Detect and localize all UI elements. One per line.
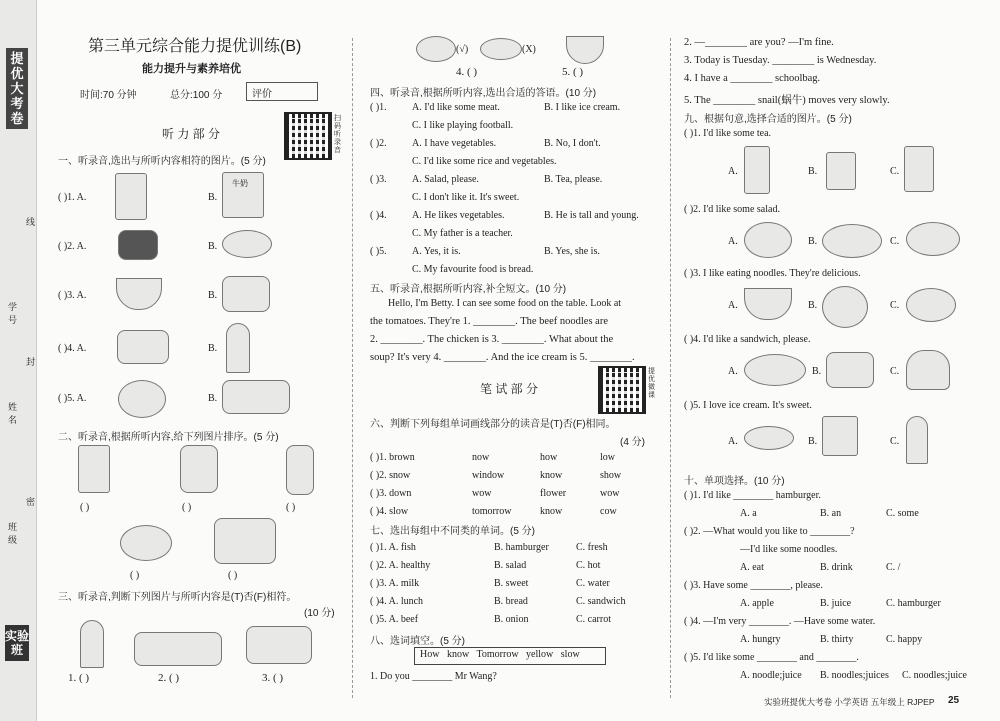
s4-q4-b: B. He is tall and young. (544, 210, 639, 221)
s6-r3-c1: wow (472, 488, 492, 499)
s10-q2-c: C. / (886, 562, 901, 573)
s10-q5-a: A. noodle;juice (740, 670, 802, 681)
s9-q1-tea-cup (826, 152, 856, 190)
s6-r2-c0: ( )2. snow (370, 470, 411, 481)
s3-carrots-image (246, 626, 312, 664)
score-label: 总分:100 分 (170, 90, 223, 101)
s9-q2-c: C. (890, 236, 900, 247)
s7-r5-c: C. carrot (576, 614, 611, 625)
sidebar-label-class: 班级 (8, 522, 18, 545)
s2-hamburgers-image (286, 445, 314, 495)
s6-r2-c1: window (472, 470, 505, 481)
s7-r4-a: ( )4. A. lunch (370, 596, 424, 607)
carrot-image (222, 380, 290, 414)
s1-title: 一、听录音,选出与所听内容相符的图片。(5 分) (58, 156, 266, 167)
s7-r2-a: ( )2. A. healthy (370, 560, 431, 571)
s9-q4: ( )4. I'd like a sandwich, please. (684, 334, 811, 345)
s4-q3-c: C. I don't like it. It's sweet. (412, 192, 520, 203)
s7-r1-a: ( )1. A. fish (370, 542, 416, 553)
s3-item-1: 1. ( ) (68, 672, 90, 684)
s5-line-2: the tomatoes. They're 1. ________. The beef noodles are (370, 316, 608, 327)
s5-line-3: 2. ________. The chicken is 3. ________. What about the (370, 334, 614, 345)
s10-q2-b: B. drink (820, 562, 853, 573)
s4-q5: ( )5. (370, 246, 387, 257)
fill-5: 5. The ________ snail(蜗牛) moves very slowly. (684, 95, 890, 106)
eval-label: 评价 (252, 89, 272, 100)
s3-sandwich-image (134, 632, 222, 666)
s10-q2-sub: —I'd like some noodles. (740, 544, 838, 555)
word-bank: How know Tomorrow yellow slow (420, 649, 580, 660)
s6-r4-c3: cow (600, 506, 617, 517)
ice-cream-image (226, 323, 250, 373)
milk-label: 牛奶 (232, 179, 248, 188)
s9-q4-a: A. (728, 366, 738, 377)
s6-r1-c2: how (540, 452, 558, 463)
s10-q4: ( )4. —I'm very ________. —Have some water. (684, 616, 876, 627)
s7-title: 七、选出每组中不同类的单词。(5 分) (370, 526, 535, 537)
s9-q3-c: C. (890, 300, 900, 311)
s9-q3-bowl (744, 288, 792, 320)
s5-line-1: Hello, I'm Betty. I can see some food on the table. Look at (388, 298, 622, 309)
s2-blank-2: ( ) (182, 502, 192, 513)
page-title: 第三单元综合能力提优训练(B) (88, 38, 302, 55)
salad-bowl-image (222, 230, 272, 258)
s4-q3: ( )3. (370, 174, 387, 185)
s9-q3-a: A. (728, 300, 738, 311)
column-divider-1 (352, 38, 353, 698)
s6-points: (4 分) (620, 437, 645, 448)
s9-q4-hamburger (906, 350, 950, 390)
bread-image (118, 230, 158, 260)
s2-meal-image (214, 518, 276, 564)
s4-q5-b: B. Yes, she is. (544, 246, 600, 257)
qr-caption-lesson: 提优微课 (648, 368, 655, 399)
s9-q2: ( )2. I'd like some salad. (684, 204, 780, 215)
s4-q2-c: C. I'd like some rice and vegetables. (412, 156, 557, 167)
s2-juice-image (78, 445, 110, 493)
s9-q5-a: A. (728, 436, 738, 447)
s4-q4: ( )4. (370, 210, 387, 221)
s7-r3-c: C. water (576, 578, 610, 589)
s10-q2: ( )2. —What would you like to ________? (684, 526, 855, 537)
s7-r1-c: C. fresh (576, 542, 608, 553)
s10-q1-c: C. some (886, 508, 919, 519)
s7-r3-b: B. sweet (494, 578, 529, 589)
s9-q5: ( )5. I love ice cream. It's sweet. (684, 400, 812, 411)
s10-q3-b: B. juice (820, 598, 852, 609)
sidebar-marker-seal: 封 (26, 357, 36, 367)
s7-r2-b: B. salad (494, 560, 527, 571)
s9-q1-tall-glass (744, 146, 770, 194)
s7-r4-b: B. bread (494, 596, 528, 607)
s4-q5-c: C. My favourite food is bread. (412, 264, 534, 275)
s6-r2-c3: show (600, 470, 622, 481)
fill-2: 2. —________ are you? —I'm fine. (684, 37, 834, 48)
s9-q2-a: A. (728, 236, 738, 247)
s1-row-5: ( )5. A. (58, 393, 87, 404)
sidebar-brand-top: 提优大考卷 (6, 48, 28, 129)
s9-q4-sandwich (826, 352, 874, 388)
s9-q1-juice-glass (904, 146, 934, 192)
s1-row-4-b: B. (208, 343, 218, 354)
s6-r1-c0: ( )1. brown (370, 452, 415, 463)
s3-item-2: 2. ( ) (158, 672, 180, 684)
s9-q5-fries (744, 426, 794, 450)
s2-chicken-image (120, 525, 172, 561)
s1-row-1: ( )1. A. (58, 192, 87, 203)
s7-r5-a: ( )5. A. beef (370, 614, 419, 625)
s9-q5-milk-carton (822, 416, 858, 456)
time-label: 时间:70 分钟 (80, 90, 137, 101)
s10-q1: ( )1. I'd like ________ hamburger. (684, 490, 821, 501)
s10-q4-b: B. thirty (820, 634, 854, 645)
s2-blank-3: ( ) (286, 502, 296, 513)
s9-q4-fish (744, 354, 806, 386)
s3-ice-cream-image (80, 620, 104, 668)
listening-heading: 听 力 部 分 (162, 127, 221, 141)
fish-plate-image (480, 38, 522, 60)
s9-q1-c: C. (890, 166, 900, 177)
page-number: 25 (948, 695, 960, 706)
fill-3: 3. Today is Tuesday. ________ is Wednesday. (684, 55, 877, 66)
s2-blank-5: ( ) (228, 570, 238, 581)
sandwich-image (117, 330, 169, 364)
sidebar-label-id: 学号 (8, 302, 18, 325)
s10-q2-a: A. eat (740, 562, 764, 573)
s4-q2-a: A. I have vegetables. (412, 138, 497, 149)
mid-item-5: 5. ( ) (562, 66, 584, 78)
s7-r3-a: ( )3. A. milk (370, 578, 420, 589)
s6-r4-c2: know (540, 506, 563, 517)
s6-r3-c3: wow (600, 488, 620, 499)
sidebar-marker-seal2: 密 (26, 497, 36, 507)
s4-q1-a: A. I'd like some meat. (412, 102, 500, 113)
s10-q1-a: A. a (740, 508, 757, 519)
s1-row-2: ( )2. A. (58, 241, 87, 252)
onion-image (118, 380, 166, 418)
s4-q3-a: A. Salad, please. (412, 174, 479, 185)
qr-caption: 扫码听录音 (334, 115, 341, 154)
s1-row-3: ( )3. A. (58, 290, 87, 301)
s4-q5-a: A. Yes, it is. (412, 246, 461, 257)
glass-of-juice-image (115, 173, 147, 220)
s6-r1-c1: now (472, 452, 490, 463)
s2-vegetables-image (180, 445, 218, 493)
s10-q3-a: A. apple (740, 598, 774, 609)
s1-row-3-b: B. (208, 290, 218, 301)
s9-q3-b: B. (808, 300, 818, 311)
rice-bowl-image (116, 278, 162, 310)
s9-q1: ( )1. I'd like some tea. (684, 128, 772, 139)
s4-q1-c: C. I like playing football. (412, 120, 514, 131)
footer-text: 实验班提优大考卷 小学英语 五年级上 RJPEP (764, 697, 935, 707)
s9-q5-c: C. (890, 436, 900, 447)
s9-q2-chicken (906, 222, 960, 256)
sidebar-label-name: 姓名 (8, 402, 18, 425)
s8-title: 八、选词填空。(5 分) (370, 636, 465, 647)
s10-q5-c: C. noodles;juice (902, 670, 967, 681)
s9-q4-c: C. (890, 366, 900, 377)
s6-r2-c2: know (540, 470, 563, 481)
s7-r5-b: B. onion (494, 614, 529, 625)
sidebar-brand-bottom: 实验班 (5, 625, 29, 661)
s2-blank-1: ( ) (80, 502, 90, 513)
s7-r1-b: B. hamburger (494, 542, 549, 553)
s8-q1: 1. Do you ________ Mr Wang? (370, 671, 497, 682)
s9-q2-rice-bowl (744, 222, 792, 258)
qr-code-listening[interactable] (284, 112, 332, 160)
s10-q1-b: B. an (820, 508, 842, 519)
sidebar-marker-line: 线 (26, 217, 36, 227)
noodle-bowl-image (566, 36, 604, 64)
s9-q3: ( )3. I like eating noodles. They're delicious. (684, 268, 861, 279)
fill-4: 4. I have a ________ schoolbag. (684, 73, 821, 84)
cross-mark: (X) (522, 44, 536, 55)
s2-title: 二、听录音,根据所听内容,给下列图片排序。(5 分) (58, 432, 279, 443)
s9-q3-eggs (906, 288, 956, 322)
s6-r4-c1: tomorrow (472, 506, 512, 517)
s3-title: 三、听录音,判断下列图片与所听内容是(T)否(F)相符。 (58, 592, 297, 603)
s9-q2-b: B. (808, 236, 818, 247)
s2-blank-4: ( ) (130, 570, 140, 581)
s4-q4-a: A. He likes vegetables. (412, 210, 505, 221)
s6-r3-c2: flower (540, 488, 567, 499)
s9-q1-a: A. (728, 166, 738, 177)
s10-q3: ( )3. Have some ________, please. (684, 580, 823, 591)
check-mark: (√) (456, 44, 469, 55)
s7-r4-c: C. sandwich (576, 596, 626, 607)
page-subtitle: 能力提升与素养培优 (142, 63, 241, 75)
s6-r1-c3: low (600, 452, 615, 463)
s9-q5-b: B. (808, 436, 818, 447)
s6-r3-c0: ( )3. down (370, 488, 412, 499)
s7-r2-c: C. hot (576, 560, 601, 571)
s4-q1: ( )1. (370, 102, 387, 113)
s1-row-1-b: B. (208, 192, 218, 203)
s4-q2-b: B. No, I don't. (544, 138, 601, 149)
s6-r4-c0: ( )4. slow (370, 506, 409, 517)
s4-q4-c: C. My father is a teacher. (412, 228, 513, 239)
s4-q2: ( )2. (370, 138, 387, 149)
s6-title: 六、判断下列每组单词画线部分的读音是(T)否(F)相同。 (370, 419, 616, 430)
s4-q1-b: B. I like ice cream. (544, 102, 621, 113)
s10-q5-b: B. noodles;juices (820, 670, 889, 681)
s5-title: 五、听录音,根据所听内容,补全短文。(10 分) (370, 284, 567, 295)
column-divider-2 (670, 38, 671, 698)
mid-item-4: 4. ( ) (456, 66, 478, 78)
s10-q4-c: C. happy (886, 634, 923, 645)
s3-item-3: 3. ( ) (262, 672, 284, 684)
s9-q3-soup (822, 286, 868, 328)
qr-code-lesson[interactable] (598, 366, 646, 414)
s9-q1-b: B. (808, 166, 818, 177)
s4-title: 四、听录音,根据所听内容,选出合适的答语。(10 分) (370, 88, 597, 99)
roast-chicken-image (416, 36, 456, 62)
s9-q5-ice-cream (906, 416, 928, 464)
s4-q3-b: B. Tea, please. (544, 174, 603, 185)
s9-q2-salad-bowl (822, 224, 882, 258)
s10-q4-a: A. hungry (740, 634, 781, 645)
s10-q5: ( )5. I'd like some ________ and ________. (684, 652, 859, 663)
s9-q4-b: B. (812, 366, 822, 377)
s9-title: 九、根据句意,选择合适的图片。(5 分) (684, 114, 852, 125)
s10-q3-c: C. hamburger (886, 598, 941, 609)
s1-row-5-b: B. (208, 393, 218, 404)
written-heading: 笔 试 部 分 (480, 382, 539, 396)
s3-points: (10 分) (304, 608, 335, 619)
s1-row-4: ( )4. A. (58, 343, 87, 354)
s10-title: 十、单项选择。(10 分) (684, 476, 785, 487)
s5-line-4: soup? It's very 4. ________. And the ice cream is 5. ________. (370, 352, 635, 363)
s1-row-2-b: B. (208, 241, 218, 252)
vegetables-image (222, 276, 270, 312)
